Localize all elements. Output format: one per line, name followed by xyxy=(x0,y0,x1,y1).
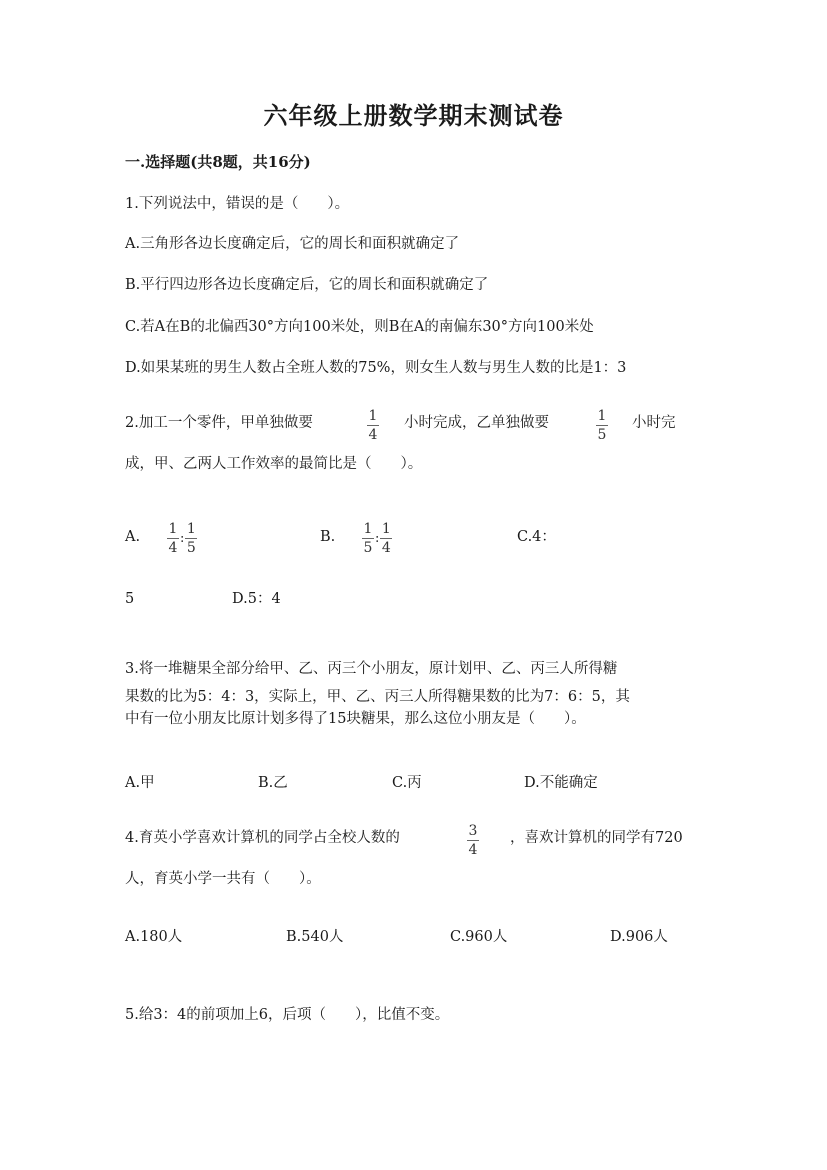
fraction-numerator: 1 xyxy=(168,521,178,537)
fraction-numerator: 1 xyxy=(381,521,391,537)
q1-option-a: A.三角形各边长度确定后，它的周长和面积就确定了 xyxy=(125,236,460,252)
q1-stem: 1.下列说法中，错误的是（ ）。 xyxy=(125,196,350,212)
q4-fraction xyxy=(467,824,479,857)
page-title: 六年级上册数学期末测试卷 xyxy=(263,101,564,130)
q2-fraction-1 xyxy=(367,409,379,442)
q4-option-a: A.180人 xyxy=(125,929,183,945)
q3-option-c: C.丙 xyxy=(392,775,422,791)
fraction-numerator: 1 xyxy=(368,408,378,424)
fraction-numerator: 1 xyxy=(186,521,196,537)
fraction-denominator: 5 xyxy=(186,540,196,556)
q2-option-a-label: A. xyxy=(125,529,141,545)
q2-option-a-ratio xyxy=(167,522,197,555)
q3-option-d: D.不能确定 xyxy=(524,775,598,791)
q4-stem-part1: 4.育英小学喜欢计算机的同学占全校人数的 xyxy=(125,830,400,846)
fraction-numerator: 1 xyxy=(363,521,373,537)
fraction-denominator: 4 xyxy=(381,540,391,556)
q4-option-d: D.906人 xyxy=(610,929,668,945)
q2-fraction-2 xyxy=(596,409,608,442)
q2-option-b-label: B. xyxy=(320,529,336,545)
q3-line2: 果数的比为5：4：3，实际上，甲、乙、丙三人所得糖果数的比为7：6：5，其 xyxy=(125,689,630,705)
q2-stem-part1: 2.加工一个零件，甲单独做要 xyxy=(125,415,313,431)
ratio-colon: : xyxy=(375,531,380,546)
fraction-denominator: 4 xyxy=(168,540,178,556)
q4-stem-part2: ，喜欢计算机的同学有720 xyxy=(510,830,683,846)
section-heading: 一.选择题(共8题，共16分) xyxy=(125,153,311,171)
q3-option-b: B.乙 xyxy=(258,775,288,791)
q1-option-c: C.若A在B的北偏西30°方向100米处，则B在A的南偏东30°方向100米处 xyxy=(125,319,594,335)
q2-option-d: D.5：4 xyxy=(232,591,281,607)
q4-stem-line2: 人，育英小学一共有（ ）。 xyxy=(125,871,321,887)
q2-stem-part3: 小时完 xyxy=(632,415,676,431)
q1-option-d: D.如果某班的男生人数占全班人数的75%，则女生人数与男生人数的比是1：3 xyxy=(125,360,627,376)
q2-option-c-part1: C.4： xyxy=(517,529,556,545)
fraction-numerator: 3 xyxy=(468,823,478,839)
q3-line1: 3.将一堆糖果全部分给甲、乙、丙三个小朋友，原计划甲、乙、丙三人所得糖 xyxy=(125,661,618,677)
fraction-denominator: 4 xyxy=(368,427,378,443)
q2-option-b-ratio xyxy=(362,522,392,555)
q3-line3: 中有一位小朋友比原计划多得了15块糖果，那么这位小朋友是（ ）。 xyxy=(125,711,586,727)
ratio-right-fraction xyxy=(185,522,197,555)
ratio-colon: : xyxy=(180,531,185,546)
q4-option-b: B.540人 xyxy=(286,929,344,945)
q1-option-b: B.平行四边形各边长度确定后，它的周长和面积就确定了 xyxy=(125,277,489,293)
fraction-denominator: 5 xyxy=(597,427,607,443)
fraction-denominator: 5 xyxy=(363,540,373,556)
fraction-numerator: 1 xyxy=(597,408,607,424)
ratio-right-fraction xyxy=(380,522,392,555)
ratio-left-fraction xyxy=(362,522,374,555)
fraction-denominator: 4 xyxy=(468,842,478,858)
q2-stem-line2: 成，甲、乙两人工作效率的最简比是（ ）。 xyxy=(125,456,423,472)
q4-option-c: C.960人 xyxy=(450,929,508,945)
q2-option-c-part2: 5 xyxy=(125,591,135,607)
q3-option-a: A.甲 xyxy=(125,775,155,791)
q5-stem: 5.给3：4的前项加上6，后项（ ），比值不变。 xyxy=(125,1007,450,1023)
ratio-left-fraction xyxy=(167,522,179,555)
q2-stem-part2: 小时完成，乙单独做要 xyxy=(404,415,549,431)
